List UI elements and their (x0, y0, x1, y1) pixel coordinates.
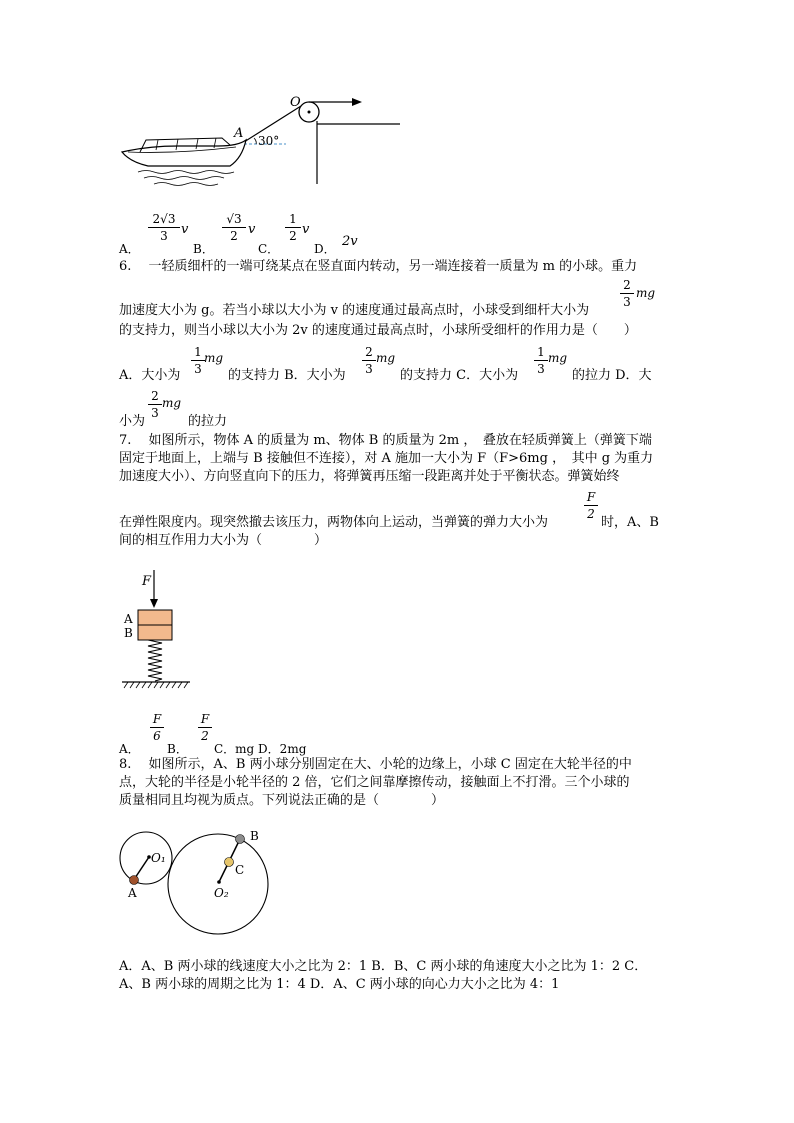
q5-option-c-fraction: 1 2 (285, 212, 301, 243)
block-b (138, 625, 172, 640)
q6-l2-fraction: 2 3 (620, 278, 634, 309)
force-label: F (142, 574, 152, 589)
q8-line-1: 8. 如图所示，A、B 两小球分别固定在大、小轮的边缘上，小球 C 固定在大轮半径的中 (119, 757, 632, 772)
q7-line-4: 在弹性限度内。现突然撤去该压力，两物体向上运动，当弹簧的弹力大小为 (119, 515, 549, 530)
q6-line-4a: A．大小为 (119, 368, 181, 383)
spring (148, 640, 162, 681)
q8-line-3: 质量相同且均视为质点。下列说法正确的是（ ） (119, 793, 445, 808)
ball-a-label: A (128, 886, 137, 900)
label-a: A (234, 126, 244, 141)
q5-option-d-value: 2v (342, 234, 358, 249)
q8-answer-line-2: A、B 两小球的周期之比为 1：4 D．A、C 两小球的向心力大小之比为 4：1 (119, 977, 560, 992)
block-a (138, 610, 172, 625)
q6-option-b-fraction: 2 3 (362, 345, 376, 376)
q5-option-a-fraction: 2√3 3 (148, 212, 180, 243)
ball-b-label: B (250, 829, 259, 843)
center-o2-label: O₂ (214, 886, 229, 900)
ball-a (130, 876, 139, 885)
boat-hull (122, 140, 246, 166)
q6-line-2: 加速度大小为 g。若当小球以大小为 v 的速度通过最高点时，小球受到细杆大小为 (119, 303, 590, 318)
q7-option-b[interactable]: B． (167, 742, 188, 756)
q6-line-4b: 的支持力 B．大小为 (228, 368, 346, 383)
ball-c (225, 858, 234, 867)
q8-answer-line-1: A．A、B 两小球的线速度大小之比为 2：1 B．B、C 两小球的角速度大小之比为 1：2 C． (119, 959, 648, 974)
q7-line-4-tail: 时，A、B (601, 515, 659, 530)
block-a-label: A (124, 612, 133, 626)
q6-option-a-fraction: 1 3 (191, 345, 205, 376)
q5-option-a[interactable]: A． (119, 242, 140, 256)
q5-option-c[interactable]: C． (258, 242, 280, 256)
block-b-label: B (124, 626, 133, 640)
q7-option-b-fraction: F 2 (198, 712, 212, 743)
q7-l4-fraction: F 2 (584, 490, 598, 521)
q5-option-b[interactable]: B． (193, 242, 214, 256)
q5-option-d[interactable]: D． (314, 242, 336, 256)
q7-line-5: 间的相互作用力大小为（ ） (119, 533, 328, 548)
ball-c-label: C (235, 863, 245, 877)
q6-line-4c: 的支持力 C．大小为 (400, 368, 519, 383)
q7-line-3: 加速度大小）、方向竖直向下的压力，将弹簧再压缩一段距离并处于平衡状态。弹簧始终 (119, 469, 620, 484)
large-wheel (168, 834, 268, 934)
q6-line-1: 6. 一轻质细杆的一端可绕某点在竖直面内转动，另一端连接着一质量为 m 的小球。重力 (119, 259, 638, 274)
q8-line-2: 点，大轮的半径是小轮半径的 2 倍，它们之间靠摩擦传动，接触面上不打滑。三个小球的 (119, 775, 630, 790)
q5-option-b-fraction: √3 2 (222, 212, 246, 243)
q7-option-cd[interactable]: C．mg D．2mg (214, 742, 307, 756)
q7-option-a-fraction: F 6 (150, 712, 164, 743)
q6-line-5b: 的拉力 (188, 414, 228, 429)
q7-line-1: 7. 如图所示，物体 A 的质量为 m、物体 B 的质量为 2m ， 叠放在轻质弹簧上（弹簧下端 (119, 433, 652, 448)
q6-line-5a: 小为 (119, 414, 146, 429)
q6-line-4d: 的拉力 D．大 (572, 368, 652, 383)
q7-option-a[interactable]: A． (119, 742, 140, 756)
label-o: O (290, 95, 301, 110)
angle-label: 30° (258, 134, 280, 148)
q6-option-d-fraction: 2 3 (148, 389, 162, 420)
ball-b (236, 835, 245, 844)
center-o1-label: O₁ (151, 851, 166, 865)
q7-line-2: 固定于地面上，上端与 B 接触但不连接），对 A 施加一大小为 F（F>6mg ， 其中 g 为重力 (119, 451, 654, 466)
q6-line-3: 的支持力，则当小球以大小为 2v 的速度通过最高点时，小球所受细杆的作用力是（ ） (119, 323, 637, 338)
q6-option-c-fraction: 1 3 (534, 345, 548, 376)
